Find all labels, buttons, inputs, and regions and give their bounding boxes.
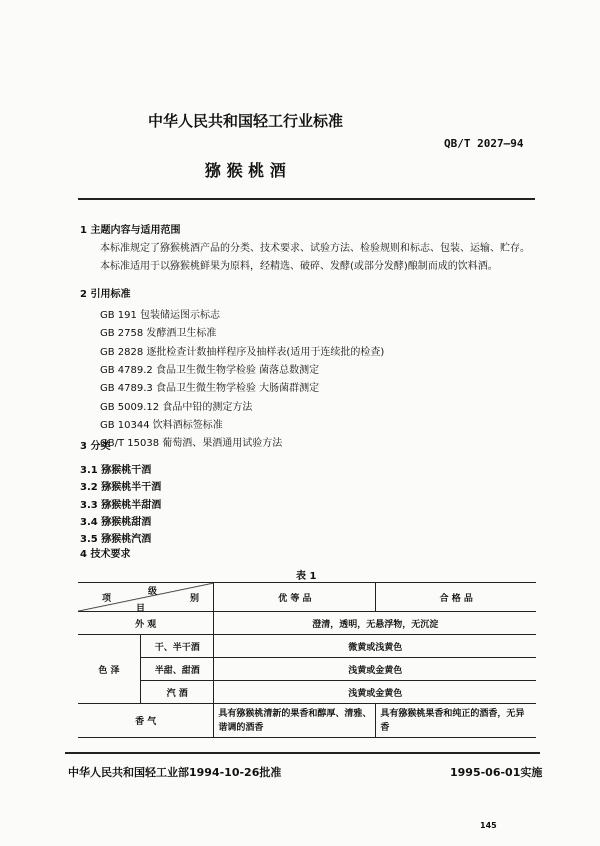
row-value: 微黄或浅黄色 (214, 635, 536, 658)
issuer: 中华人民共和国轻工行业标准 (148, 112, 344, 130)
sec4-heading: 4 技术要求 (80, 549, 131, 560)
implement-date: 1995-06-01实施 (450, 766, 543, 779)
class-item: 3.5 猕猴桃汽酒 (80, 534, 152, 546)
standard-code: QB/T 2027—94 (444, 137, 524, 150)
table-row (78, 658, 536, 681)
row-label: 色 泽 (78, 635, 141, 704)
footer-rule (65, 752, 540, 754)
row-value: 澄清，透明，无悬浮物，无沉淀 (214, 612, 536, 635)
table-row (78, 612, 536, 635)
reference-item: GB 10344 饮料酒标签标准 (100, 419, 223, 431)
doc-title: 猕 猴 桃 酒 (205, 161, 286, 180)
approval: 中华人民共和国轻工业部1994-10-26批准 (68, 766, 282, 779)
row-label: 外 观 (78, 612, 214, 635)
h-ji: 级 (148, 587, 158, 597)
h-mu: 目 (136, 604, 146, 614)
table-row (78, 681, 536, 704)
table-row (78, 704, 536, 738)
class-item: 3.1 猕猴桃干酒 (80, 465, 152, 476)
row-value: 浅黄或金黄色 (214, 681, 536, 704)
class-item: 3.4 猕猴桃甜酒 (80, 516, 152, 528)
table-row (78, 635, 536, 658)
table-header-row (78, 583, 536, 612)
header-rule (78, 198, 535, 200)
spec-table (78, 582, 536, 738)
sec2-heading: 2 引用标准 (80, 289, 131, 300)
row-label: 香 气 (78, 704, 214, 738)
h-premium: 优 等 品 (214, 583, 376, 612)
reference-item: GB 191 包装储运图示标志 (100, 310, 221, 321)
reference-item: GB 4789.3 食品卫生微生物学检验 大肠菌群测定 (100, 383, 320, 395)
class-item: 3.3 猕猴桃半甜酒 (80, 499, 162, 511)
sub-label: 半甜、甜酒 (141, 658, 214, 681)
table-caption: 表 1 (296, 571, 317, 582)
sub-label: 汽 酒 (141, 681, 214, 704)
h-bie: 别 (190, 594, 200, 604)
reference-item: GB 2828 逐批检查计数抽样程序及抽样表(适用于连续批的检查) (100, 346, 385, 358)
row-value: 具有猕猴桃清新的果香和醇厚、清雅、谐调的酒香 (214, 704, 376, 738)
row-value: 浅黄或金黄色 (214, 658, 536, 681)
page-number: 145 (480, 821, 497, 830)
row-value: 具有猕猴桃果香和纯正的酒香，无异香 (376, 704, 536, 738)
reference-item: GB 5009.12 食品中铅的测定方法 (100, 401, 253, 413)
diagonal-header-cell (78, 583, 213, 614)
reference-item: GB/T 15038 葡萄酒、果酒通用试验方法 (100, 438, 283, 450)
sub-label: 干、半干酒 (141, 635, 214, 658)
sec1-p1: 本标准规定了猕猴桃酒产品的分类、技术要求、试验方法、检验规则和标志、包装、运输、贮存。 (100, 243, 530, 254)
class-item: 3.2 猕猴桃半干酒 (80, 482, 162, 494)
reference-item: GB 2758 发酵酒卫生标准 (100, 328, 217, 340)
sec3-heading: 3 分类 (80, 441, 111, 452)
sec1-p2: 本标准适用于以猕猴桃鲜果为原料，经精选、破碎、发酵(或部分发酵)酿制而成的饮料酒。 (100, 261, 498, 272)
reference-item: GB 4789.2 食品卫生微生物学检验 菌落总数测定 (100, 364, 320, 376)
h-qualified: 合 格 品 (376, 583, 536, 612)
sec1-heading: 1 主题内容与适用范围 (80, 225, 181, 236)
h-item: 项 (102, 594, 112, 604)
